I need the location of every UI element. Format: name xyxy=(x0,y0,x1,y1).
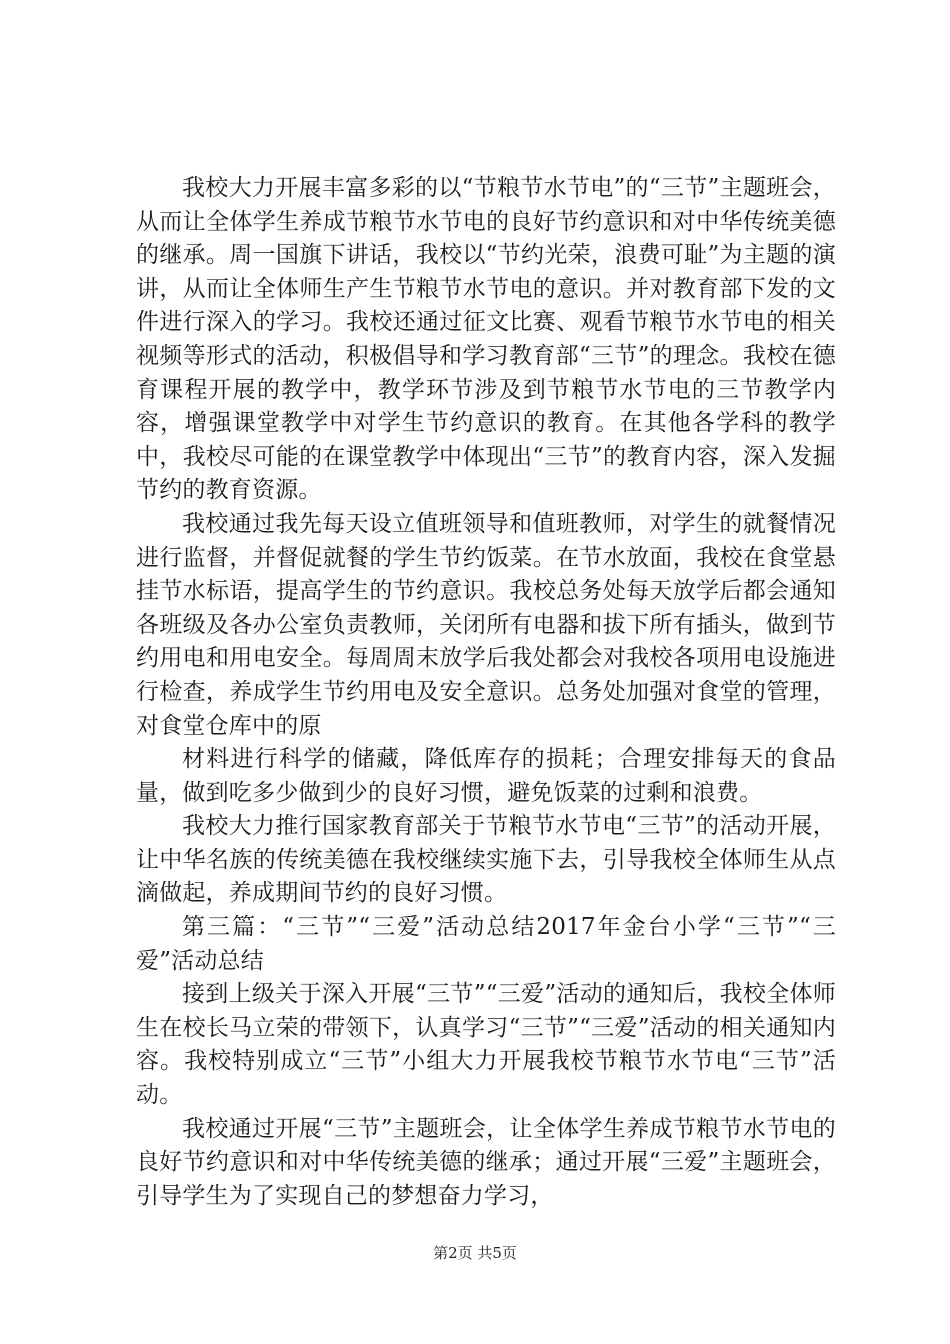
paragraph-2: 我校通过我先每天设立值班领导和值班教师，对学生的就餐情况进行监督，并督促就餐的学生节约饭菜。在节水放面，我校在食堂悬挂节水标语，提高学生的节约意识。我校总务处每天放学后都会通知各班级及各办公室负责教师，关闭所有电器和拔下所有插头，做到节约用电和用电安全。每周周末放学后我处都会对我校各项用电设施进行检查，养成学生节约用电及安全意识。总务处加强对食堂的管理，对食堂仓库中的原 xyxy=(136,510,836,739)
paragraph-3: 材料进行科学的储藏，降低库存的损耗；合理安排每天的食品量，做到吃多少做到少的良好习惯，避免饭菜的过剩和浪费。 xyxy=(136,746,836,806)
paragraph-6: 我校通过开展“三节”主题班会，让全体学生养成节粮节水节电的良好节约意识和对中华传统美德的继承；通过开展“三爱”主题班会，引导学生为了实现自己的梦想奋力学习， xyxy=(136,1115,836,1209)
page-footer: 第2页 共5页 xyxy=(433,1244,517,1262)
paragraph-5: 接到上级关于深入开展“三节”“三爱”活动的通知后，我校全体师生在校长马立荣的带领下，认真学习“三节”“三爱”活动的相关通知内容。我校特别成立“三节”小组大力开展我校节粮节水节电“三节”活动。 xyxy=(136,981,836,1109)
paragraph-1: 我校大力开展丰富多彩的以“节粮节水节电”的“三节”主题班会，从而让全体学生养成节粮节水节电的良好节约意识和对中华传统美德的继承。周一国旗下讲话，我校以“节约光荣，浪费可耻”为主题的演讲，从而让全体师生产生节粮节水节电的意识。并对教育部下发的文件进行深入的学习。我校还通过征文比赛、观看节粮节水节电的相关视频等形式的活动，积极倡导和学习教育部“三节”的理念。我校在德育课程开展的教学中，教学环节涉及到节粮节水节电的三节教学内容，增强课堂教学中对学生节约意识的教育。在其他各学科的教学中，我校尽可能的在课堂教学中体现出“三节”的教育内容，深入发掘节约的教育资源。 xyxy=(136,175,836,504)
document-body xyxy=(136,172,836,1213)
section-heading: 第三篇：“三节”“三爱”活动总结2017年金台小学“三节”“三爱”活动总结 xyxy=(136,914,836,974)
paragraph-4: 我校大力推行国家教育部关于节粮节水节电“三节”的活动开展，让中华名族的传统美德在我校继续实施下去，引导我校全体师生从点滴做起，养成期间节约的良好习惯。 xyxy=(136,813,836,907)
